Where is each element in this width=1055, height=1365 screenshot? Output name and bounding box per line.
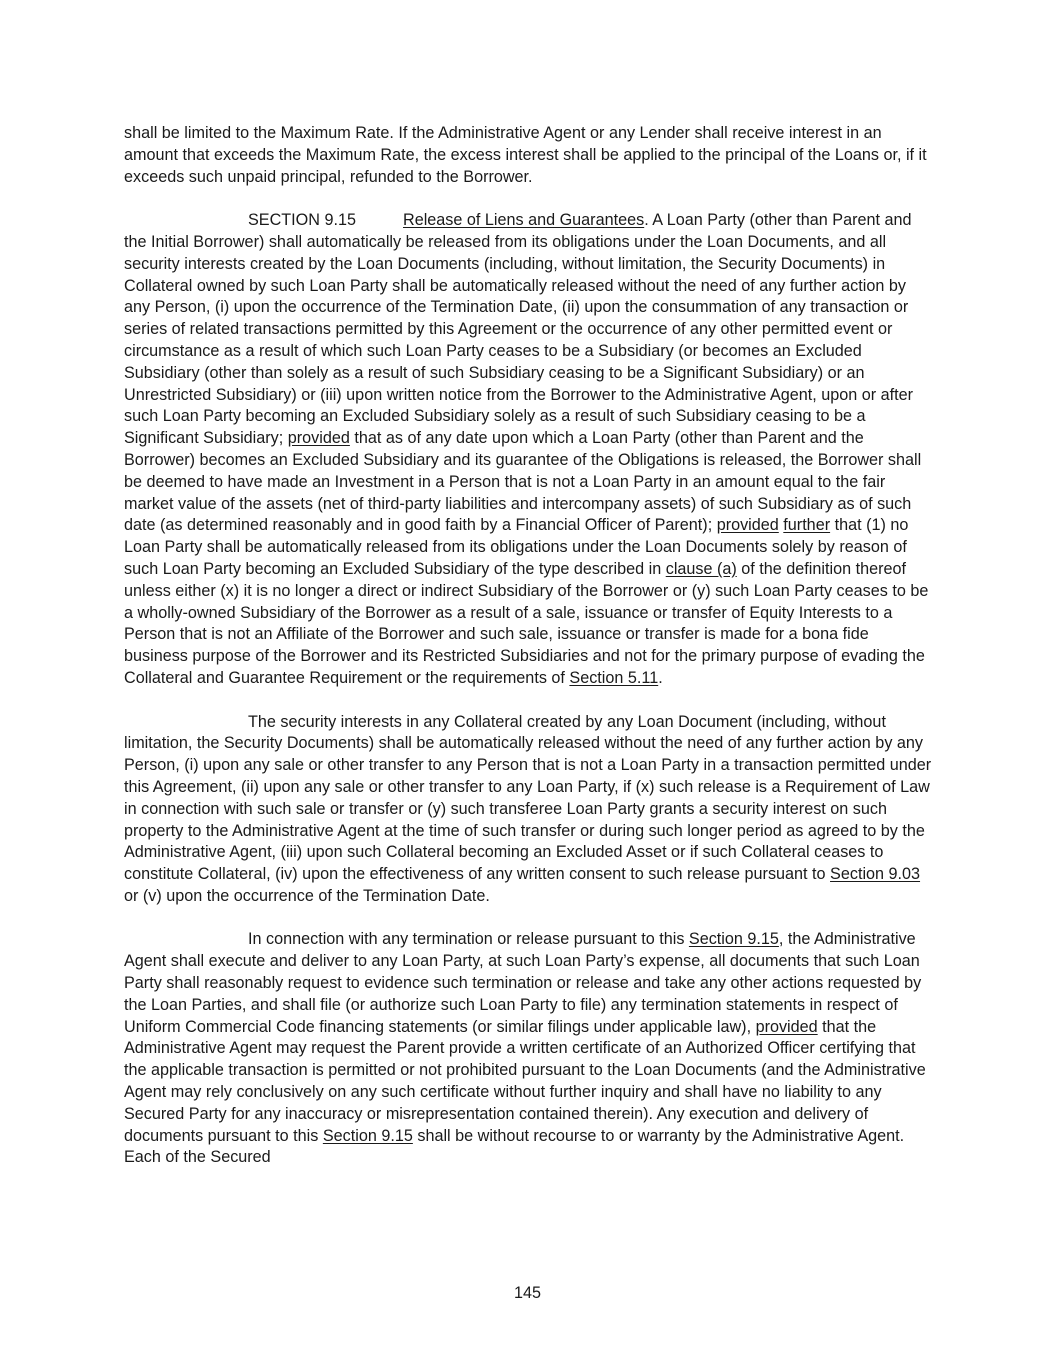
text-run: that as of any date upon which a Loan Party (other than Parent and the Borrower) becomes an Excluded Subsidiary and its guarantee of the Obligations is released, the Borrower shall be deemed to have made an Investment in a Person that is not a Loan Party in an amount equal to the fair market value of the assets (net of third-party liabilities and intercompany assets) of such Subsidiary as of such date (as determined reasonably and in good faith by a Financial Officer of Parent); — [124, 429, 922, 535]
paragraph-text: shall be limited to the Maximum Rate. If the Administrative Agent or any Lender shall receive interest in an amount that exceeds the Maximum Rate, the excess interest shall be applied to the principal of the Loans or, if it exceeds such unpaid principal, refunded to the Borrower. — [124, 124, 927, 186]
text-run: of the definition thereof unless either (x) it is no longer a direct or indirect Subsidiary of the Borrower or (y) such Loan Party ceases to be a wholly-owned Subsidiary of the Borrower as a result of a sale, issuance or transfer of Equity Interests to a Person that is not an Affiliate of the Borrower and such sale, issuance or transfer is made for a bona fide business purpose of the Borrower and its Restricted Subsidiaries and not for the primary purpose of evading the Collateral and Guarantee Requirement or the requirements of — [124, 559, 929, 687]
text-run: that (1) no Loan Party shall be automatically released from its obligations under the Loan Documents solely by reason of such Loan Party becoming an Excluded Subsidiary of the type described in — [124, 516, 909, 578]
underlined-term-provided: provided — [755, 1017, 818, 1036]
paragraph-termination-release — [124, 929, 932, 1169]
text-run: that the Administrative Agent may request the Parent provide a written certificate of an Authorized Officer certifying that the applicable transaction is permitted or not prohibited pursuant to the Loan Documents (and the Administrative Agent may rely conclusively on any such certificate without further inquiry and shall have no liability to any Secured Party for any inaccuracy or misrepresentation contained therein). Any execution and delivery of documents pursuant to this — [124, 1017, 926, 1145]
section-reference: Section 9.03 — [830, 865, 921, 884]
underlined-term-further: further — [783, 516, 831, 535]
text-run: In connection with any termination or release pursuant to this — [248, 930, 689, 949]
section-reference: Section 9.15 — [322, 1126, 413, 1145]
page-number: 145 — [513, 1284, 541, 1302]
section-number: SECTION 9.15 — [248, 211, 356, 230]
paragraph-maximum-rate — [124, 123, 932, 188]
clause-reference: clause (a) — [665, 559, 737, 578]
paragraph-section-9-15 — [124, 210, 932, 690]
text-run: , the Administrative Agent shall execute and deliver to any Loan Party, at such Loan Party’s expense, all documents that such Loan Party shall reasonably request to evidence such termination or release and take any other actions requested by the Loan Parties, and shall file (or authorize such Loan Party to file) any termination statements in respect of Uniform Commercial Code financing statements (or similar filings under applicable law), — [124, 930, 922, 1036]
section-reference: Section 9.15 — [688, 930, 779, 949]
text-run: shall be without recourse to or warranty by the Administrative Agent. Each of the Secured — [124, 1126, 905, 1167]
section-title: Release of Liens and Guarantees — [403, 211, 645, 230]
text-run: The security interests in any Collateral created by any Loan Document (including, without limitation, the Security Documents) shall be automatically released without the need of any further action by any Person, (i) upon any sale or other transfer to any Person that is not a Loan Party in a transaction permitted under this Agreement, (ii) upon any sale or other transfer to any Loan Party, if (x) such release is a Requirement of Law in connection with such sale or transfer or (y) such transferee Loan Party grants a security interest on such property to the Administrative Agent at the time of such transfer or during such longer period as agreed to by the Administrative Agent, (iii) upon such Collateral becoming an Excluded Asset or if such Collateral ceases to constitute Collateral, (iv) upon the effectiveness of any written consent to such release pursuant to — [124, 712, 932, 884]
text-run: A Loan Party (other than Parent and the Initial Borrower) shall automatically be released from its obligations under the Loan Documents, and all security interests created by the Loan Documents (including, without limitation, the Security Documents) in Collateral owned by such Loan Party shall be automatically released without the need of any further action by any Person, (i) upon the occurrence of the Termination Date, (ii) upon the consummation of any transaction or series of related transactions permitted by this Agreement or the occurrence of any other permitted event or circumstance as a result of which such Loan Party ceases to be a Subsidiary (or becomes an Excluded Subsidiary (other than solely as a result of such Subsidiary ceasing to be a Significant Subsidiary) or an Unrestricted Subsidiary) or (iii) upon written notice from the Borrower to the Administrative Agent, upon or after such Loan Party becoming an Excluded Subsidiary solely as a result of such Subsidiary ceasing to be a Significant Subsidiary; — [124, 211, 914, 448]
section-reference: Section 5.11 — [569, 668, 659, 687]
paragraph-security-interests — [124, 712, 932, 908]
section-title-end: . — [644, 211, 649, 230]
body-text — [124, 123, 932, 1191]
text-run: . — [658, 668, 663, 687]
underlined-term-provided: provided — [287, 429, 350, 448]
text-run: or (v) upon the occurrence of the Termination Date. — [124, 886, 490, 905]
underlined-term-provided: provided — [716, 516, 779, 535]
